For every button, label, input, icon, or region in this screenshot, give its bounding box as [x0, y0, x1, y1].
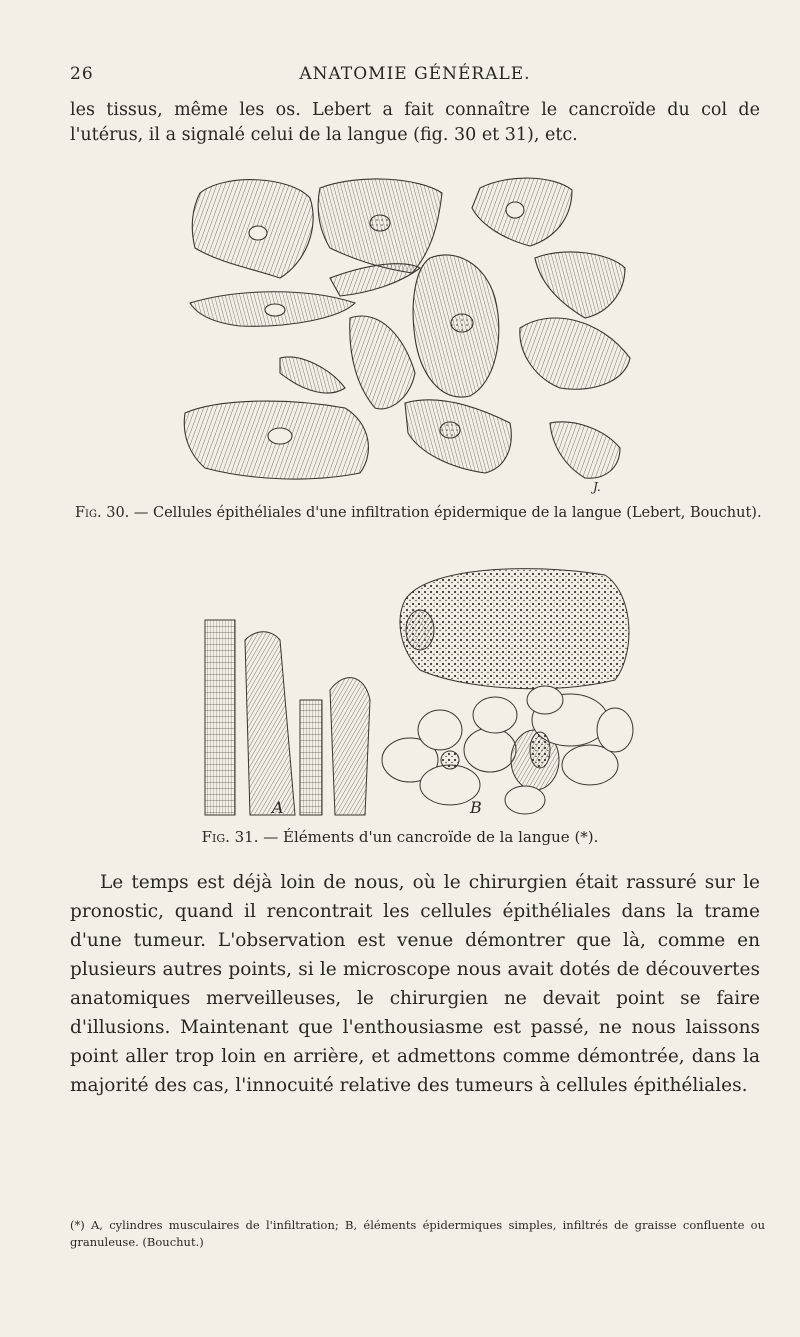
- page-header: [70, 64, 760, 88]
- muscle-cylinder: [300, 700, 322, 815]
- figure-31-label-b: B: [470, 798, 482, 817]
- engraver-signature: J.: [593, 480, 601, 494]
- page-number: 26: [70, 64, 94, 84]
- intro-paragraph: [70, 98, 760, 148]
- fat-cell: [418, 710, 462, 750]
- intro-text: les tissus, même les os. Lebert a fait connaître le cancroïde du col de l'utérus, il a signalé celui de la langue (fig. 30 et 31), etc.: [70, 100, 760, 145]
- body-text: Le temps est déjà loin de nous, où le chirurgien était rassuré sur le pronostic, quand il rencontrait les cellules épithéliales dans la trame d'une tumeur. L'observation est venue démontrer que là, comme en plusieurs autres points, si le microscope nous avait dotés de découvertes anatomiques merveilleuses, le chirurgien ne devait point se faire d'illusions. Maintenant que l'enthousiasme est passé, ne nous laissons point aller trop loin en arrière, et admettons comme démontrée, dans la majorité des cas, l'innocuité relative des tumeurs à cellules épithéliales.: [70, 872, 760, 1096]
- footnote: [70, 1217, 765, 1251]
- body-paragraph: [70, 868, 760, 1100]
- fat-cell: [473, 697, 517, 733]
- muscle-cylinder: [330, 678, 370, 815]
- fat-cell: [464, 728, 516, 772]
- footnote-text: (*) A, cylindres musculaires de l'infiltration; B, éléments épidermiques simples, infiltrés de graisse confluente ou granuleuse. (Bouchut.): [70, 1218, 765, 1249]
- figure-31-caption: [0, 828, 800, 846]
- figure-31-caption-text: — Éléments d'un cancroïde de la langue (*).: [258, 828, 599, 846]
- fat-cell: [505, 786, 545, 814]
- fat-cell: [527, 686, 563, 714]
- epithelial-cell: [520, 318, 630, 389]
- figure-31-label: Fig. 31.: [201, 828, 259, 846]
- epithelial-cell: [405, 400, 511, 473]
- figure-30-label: Fig. 30.: [75, 505, 130, 521]
- figure-30-caption-text: — Cellules épithéliales d'une infiltration épidermique de la langue (Lebert, Bouchut).: [129, 505, 762, 521]
- muscle-cylinder: [205, 620, 235, 815]
- muscle-cylinder: [245, 632, 295, 815]
- figure-31-illustration: [195, 560, 645, 820]
- figure-30-caption: [75, 505, 775, 521]
- epithelial-cell: [350, 316, 415, 409]
- epithelial-cell: [550, 422, 620, 478]
- fat-cell: [597, 708, 633, 752]
- epithelial-cell: [535, 252, 625, 318]
- epithelial-cell: [330, 264, 420, 296]
- running-title: ANATOMIE GÉNÉRALE.: [299, 64, 531, 84]
- figure-30-illustration: [180, 168, 650, 498]
- epithelial-cell: [280, 357, 345, 393]
- figure-31-label-a: A: [272, 798, 284, 817]
